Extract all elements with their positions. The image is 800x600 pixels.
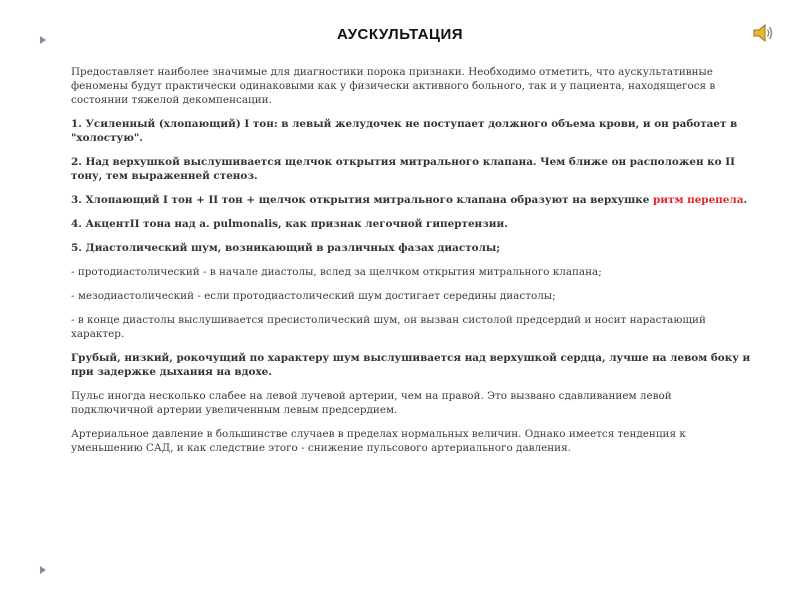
pulse-paragraph: Пульс иногда несколько слабее на левой лучевой артерии, чем на правой. Это вызвано сдавливанием левой подключичной артерии увеличенным левым предсердием.	[71, 390, 672, 416]
pressure-paragraph: Артериальное давление в большинстве случаев в пределах нормальных величин. Однако имеется тенденция к уменьшению САД, и как следствие этого - снижение пульсового артериального давления.	[71, 428, 686, 454]
intro-paragraph: Предоставляет наиболее значимые для диагностики порока признаки. Необходимо отметить, что аускультативные феномены будут практически одинаковыми как у физически активного больного, так и у пациента, находящегося в состоянии тяжелой декомпенсации.	[71, 66, 716, 106]
slide-body	[71, 65, 751, 465]
subpoint-mesodiastolic: - мезодиастолический - если протодиастолический шум достигает середины диастолы;	[71, 290, 556, 302]
point-3	[71, 193, 751, 207]
quail-rhythm-highlight: ритм перепела	[653, 194, 744, 206]
point-4: 4. АкцентII тона над a. pulmonalis, как признак легочной гипертензии.	[71, 218, 508, 230]
murmur-paragraph: Грубый, низкий, рокочущий по характеру шум выслушивается над верхушкой сердца, лучше на левом боку и при задержке дыхания на вдохе.	[71, 352, 751, 378]
speaker-icon[interactable]	[752, 22, 774, 44]
point-5: 5. Диастолический шум, возникающий в различных фазах диастолы;	[71, 242, 501, 254]
point-1: 1. Усиленный (хлопающий) I тон: в левый желудочек не поступает должного объема крови, и он работает в "холостую".	[71, 118, 738, 144]
point-3-text: 3. Хлопающий I тон + II тон + щелчок открытия митрального клапана образуют на верхушке	[71, 194, 654, 206]
point-3-end: .	[743, 194, 748, 206]
point-2: 2. Над верхушкой выслушивается щелчок открытия митрального клапана. Чем ближе он расположен ко II тону, тем выраженней стеноз.	[71, 156, 735, 182]
triangle-bullet-icon	[40, 566, 46, 574]
subpoint-protodiastolic: - протодиастолический - в начале диастолы, вслед за щелчком открытия митрального клапана;	[71, 266, 602, 278]
slide-title: АУСКУЛЬТАЦИЯ	[336, 26, 464, 43]
subpoint-presystolic: - в конце диастолы выслушивается пресистолический шум, он вызван систолой предсердий и носит нарастающий характер.	[71, 314, 706, 340]
speaker-icon-graphic	[752, 22, 774, 44]
